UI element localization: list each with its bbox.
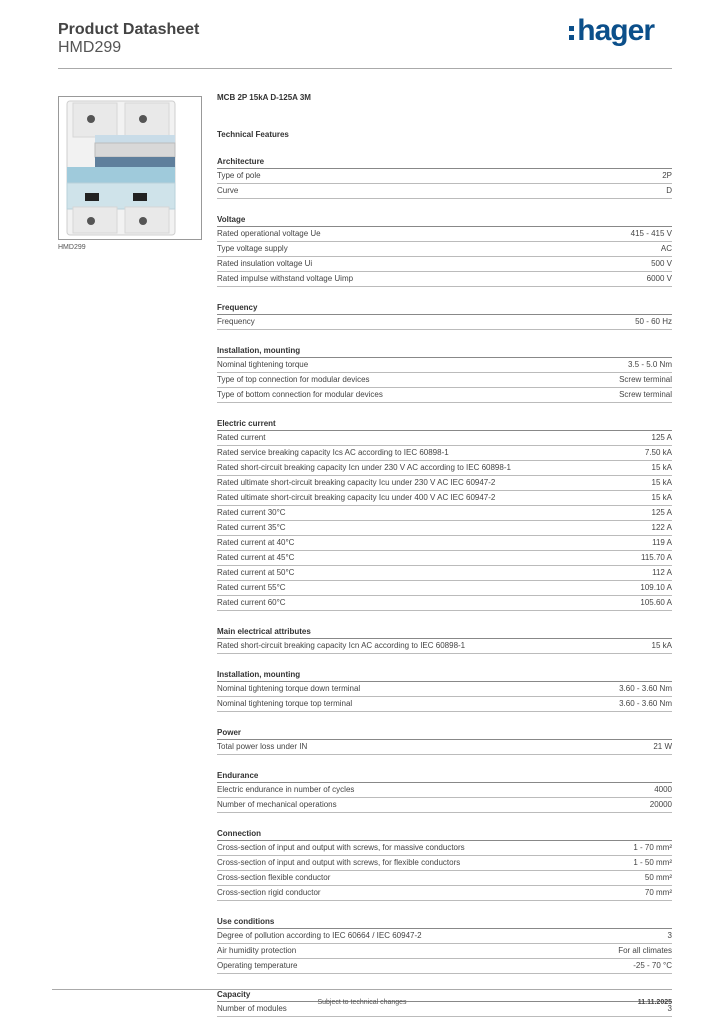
section-gap	[217, 403, 672, 414]
spec-row	[217, 783, 672, 798]
spec-value: 3.60 - 3.60 Nm	[619, 684, 672, 693]
product-name: MCB 2P 15kA D-125A 3M	[217, 93, 311, 102]
spec-row	[217, 929, 672, 944]
section-gap	[217, 901, 672, 912]
spec-label: Rated current at 40°C	[217, 538, 295, 547]
spec-value: 3	[667, 931, 672, 940]
spec-label: Rated current 35°C	[217, 523, 286, 532]
product-image	[58, 96, 202, 240]
circuit-breaker-image	[59, 97, 201, 239]
section-title: Endurance	[217, 770, 672, 783]
spec-row	[217, 886, 672, 901]
section-title: Connection	[217, 828, 672, 841]
spec-row	[217, 373, 672, 388]
spec-label: Cross-section of input and output with screws, for massive conductors	[217, 843, 465, 852]
spec-section	[217, 974, 672, 1017]
section-gap	[217, 974, 672, 985]
spec-value: 115.70 A	[641, 553, 672, 562]
spec-label: Electric endurance in number of cycles	[217, 785, 355, 794]
spec-row	[217, 740, 672, 755]
spec-label: Cross-section of input and output with screws, for flexible conductors	[217, 858, 461, 867]
spec-label: Type of bottom connection for modular devices	[217, 390, 383, 399]
spec-label: Rated ultimate short-circuit breaking capacity Icu under 400 V AC IEC 60947-2	[217, 493, 496, 502]
section-title: Use conditions	[217, 916, 672, 929]
spec-value: 70 mm²	[644, 888, 672, 897]
section-gap	[217, 813, 672, 824]
spec-label: Rated insulation voltage Ui	[217, 259, 313, 268]
spec-label: Rated short-circuit breaking capacity Icn AC according to IEC 60898-1	[217, 641, 466, 650]
spec-value: 4000	[654, 785, 672, 794]
logo-colon-icon	[569, 26, 574, 40]
spec-value: 105.60 A	[640, 598, 672, 607]
spec-row	[217, 639, 672, 654]
spec-label: Rated operational voltage Ue	[217, 229, 321, 238]
spec-section	[217, 712, 672, 755]
spec-value: Screw terminal	[619, 390, 672, 399]
page-title: Product Datasheet	[58, 21, 200, 38]
section-title: Main electrical attributes	[217, 626, 672, 639]
spec-row	[217, 566, 672, 581]
spec-row	[217, 315, 672, 330]
spec-section	[217, 403, 672, 611]
section-gap	[217, 330, 672, 341]
spec-row	[217, 521, 672, 536]
spec-value: For all climates	[618, 946, 672, 955]
spec-value: 15 kA	[651, 641, 672, 650]
spec-row	[217, 959, 672, 974]
section-title: Electric current	[217, 418, 672, 431]
spec-value: 119 A	[652, 538, 672, 547]
section-title: Architecture	[217, 156, 672, 169]
spec-row	[217, 358, 672, 373]
spec-value: -25 - 70 °C	[633, 961, 672, 970]
spec-row	[217, 184, 672, 199]
spec-row	[217, 506, 672, 521]
spec-row	[217, 581, 672, 596]
image-caption: HMD299	[58, 244, 86, 251]
spec-label: Rated current at 45°C	[217, 553, 295, 562]
section-gap	[217, 654, 672, 665]
spec-value: 6000 V	[646, 274, 672, 283]
section-title: Capacity	[217, 989, 672, 1002]
spec-label: Rated service breaking capacity Ics AC according to IEC 60898-1	[217, 448, 449, 457]
spec-label: Nominal tightening torque	[217, 360, 309, 369]
spec-label: Operating temperature	[217, 961, 298, 970]
spec-value: 125 A	[651, 433, 672, 442]
spec-value: 3.60 - 3.60 Nm	[619, 699, 672, 708]
spec-content	[217, 93, 672, 1017]
spec-section	[217, 611, 672, 654]
spec-label: Total power loss under IN	[217, 742, 308, 751]
spec-value: 21 W	[653, 742, 672, 751]
spec-value: 415 - 415 V	[630, 229, 672, 238]
section-title: Power	[217, 727, 672, 740]
spec-value: D	[666, 186, 672, 195]
section-gap	[217, 755, 672, 766]
spec-value: AC	[660, 244, 672, 253]
section-gap	[217, 712, 672, 723]
spec-label: Rated impulse withstand voltage Uimp	[217, 274, 354, 283]
spec-row	[217, 596, 672, 611]
spec-label: Cross-section rigid conductor	[217, 888, 321, 897]
hager-logo	[569, 14, 654, 48]
footer-note: Subject to technical changes	[317, 999, 407, 1006]
spec-value: Screw terminal	[619, 375, 672, 384]
spec-row	[217, 446, 672, 461]
spec-row	[217, 242, 672, 257]
spec-label: Nominal tightening torque top terminal	[217, 699, 353, 708]
spec-row	[217, 257, 672, 272]
spec-value: 500 V	[651, 259, 672, 268]
spec-row	[217, 856, 672, 871]
spec-label: Nominal tightening torque down terminal	[217, 684, 361, 693]
logo-text: hager	[577, 14, 654, 47]
spec-label: Type of pole	[217, 171, 261, 180]
spec-label: Rated current 60°C	[217, 598, 286, 607]
spec-label: Rated ultimate short-circuit breaking capacity Icu under 230 V AC IEC 60947-2	[217, 478, 496, 487]
spec-section	[217, 755, 672, 813]
spec-row	[217, 682, 672, 697]
spec-row	[217, 461, 672, 476]
spec-row	[217, 476, 672, 491]
spec-sections	[217, 156, 672, 1017]
spec-section	[217, 901, 672, 974]
header-divider	[58, 68, 672, 69]
footer-date: 11.11.2025	[637, 999, 672, 1006]
spec-value: 20000	[649, 800, 672, 809]
spec-value: 50 mm²	[644, 873, 672, 882]
spec-section	[217, 654, 672, 712]
spec-label: Frequency	[217, 317, 255, 326]
spec-section	[217, 330, 672, 403]
spec-value: 109.10 A	[640, 583, 672, 592]
spec-section	[217, 287, 672, 330]
spec-value: 15 kA	[651, 493, 672, 502]
spec-row	[217, 431, 672, 446]
spec-value: 2P	[662, 171, 672, 180]
section-gap	[217, 611, 672, 622]
spec-label: Air humidity protection	[217, 946, 297, 955]
section-gap	[217, 287, 672, 298]
footer-divider	[52, 989, 672, 990]
spec-row	[217, 551, 672, 566]
spec-value: 7.50 kA	[644, 448, 672, 457]
spec-label: Degree of pollution according to IEC 60664 / IEC 60947-2	[217, 931, 422, 940]
spec-row	[217, 272, 672, 287]
spec-value: 112 A	[652, 568, 672, 577]
spec-label: Rated short-circuit breaking capacity Icn under 230 V AC according to IEC 60898-1	[217, 463, 511, 472]
spec-row	[217, 536, 672, 551]
spec-label: Rated current	[217, 433, 266, 442]
section-title: Installation, mounting	[217, 669, 672, 682]
spec-value: 50 - 60 Hz	[635, 317, 672, 326]
product-code: HMD299	[58, 39, 122, 56]
spec-value: 15 kA	[651, 478, 672, 487]
section-title: Voltage	[217, 214, 672, 227]
spec-label: Number of mechanical operations	[217, 800, 337, 809]
spec-label: Number of modules	[217, 1004, 287, 1013]
spec-value: 125 A	[651, 508, 672, 517]
section-title: Installation, mounting	[217, 345, 672, 358]
spec-value: 15 kA	[651, 463, 672, 472]
spec-label: Rated current at 50°C	[217, 568, 295, 577]
spec-row	[217, 491, 672, 506]
spec-row	[217, 871, 672, 886]
spec-row	[217, 388, 672, 403]
spec-row	[217, 227, 672, 242]
spec-value: 3	[667, 1004, 672, 1013]
spec-value: 122 A	[651, 523, 672, 532]
spec-row	[217, 697, 672, 712]
spec-label: Rated current 30°C	[217, 508, 286, 517]
spec-label: Type of top connection for modular devices	[217, 375, 370, 384]
spec-row	[217, 169, 672, 184]
spec-value: 3.5 - 5.0 Nm	[627, 360, 672, 369]
spec-row	[217, 798, 672, 813]
spec-section	[217, 199, 672, 287]
features-heading: Technical Features	[217, 130, 289, 139]
spec-label: Rated current 55°C	[217, 583, 286, 592]
spec-value: 1 - 70 mm²	[633, 843, 672, 852]
section-title: Frequency	[217, 302, 672, 315]
spec-section	[217, 156, 672, 199]
spec-label: Cross-section flexible conductor	[217, 873, 331, 882]
spec-row	[217, 841, 672, 856]
spec-section	[217, 813, 672, 901]
spec-label: Curve	[217, 186, 239, 195]
spec-row	[217, 944, 672, 959]
section-gap	[217, 199, 672, 210]
spec-label: Type voltage supply	[217, 244, 288, 253]
spec-value: 1 - 50 mm²	[633, 858, 672, 867]
